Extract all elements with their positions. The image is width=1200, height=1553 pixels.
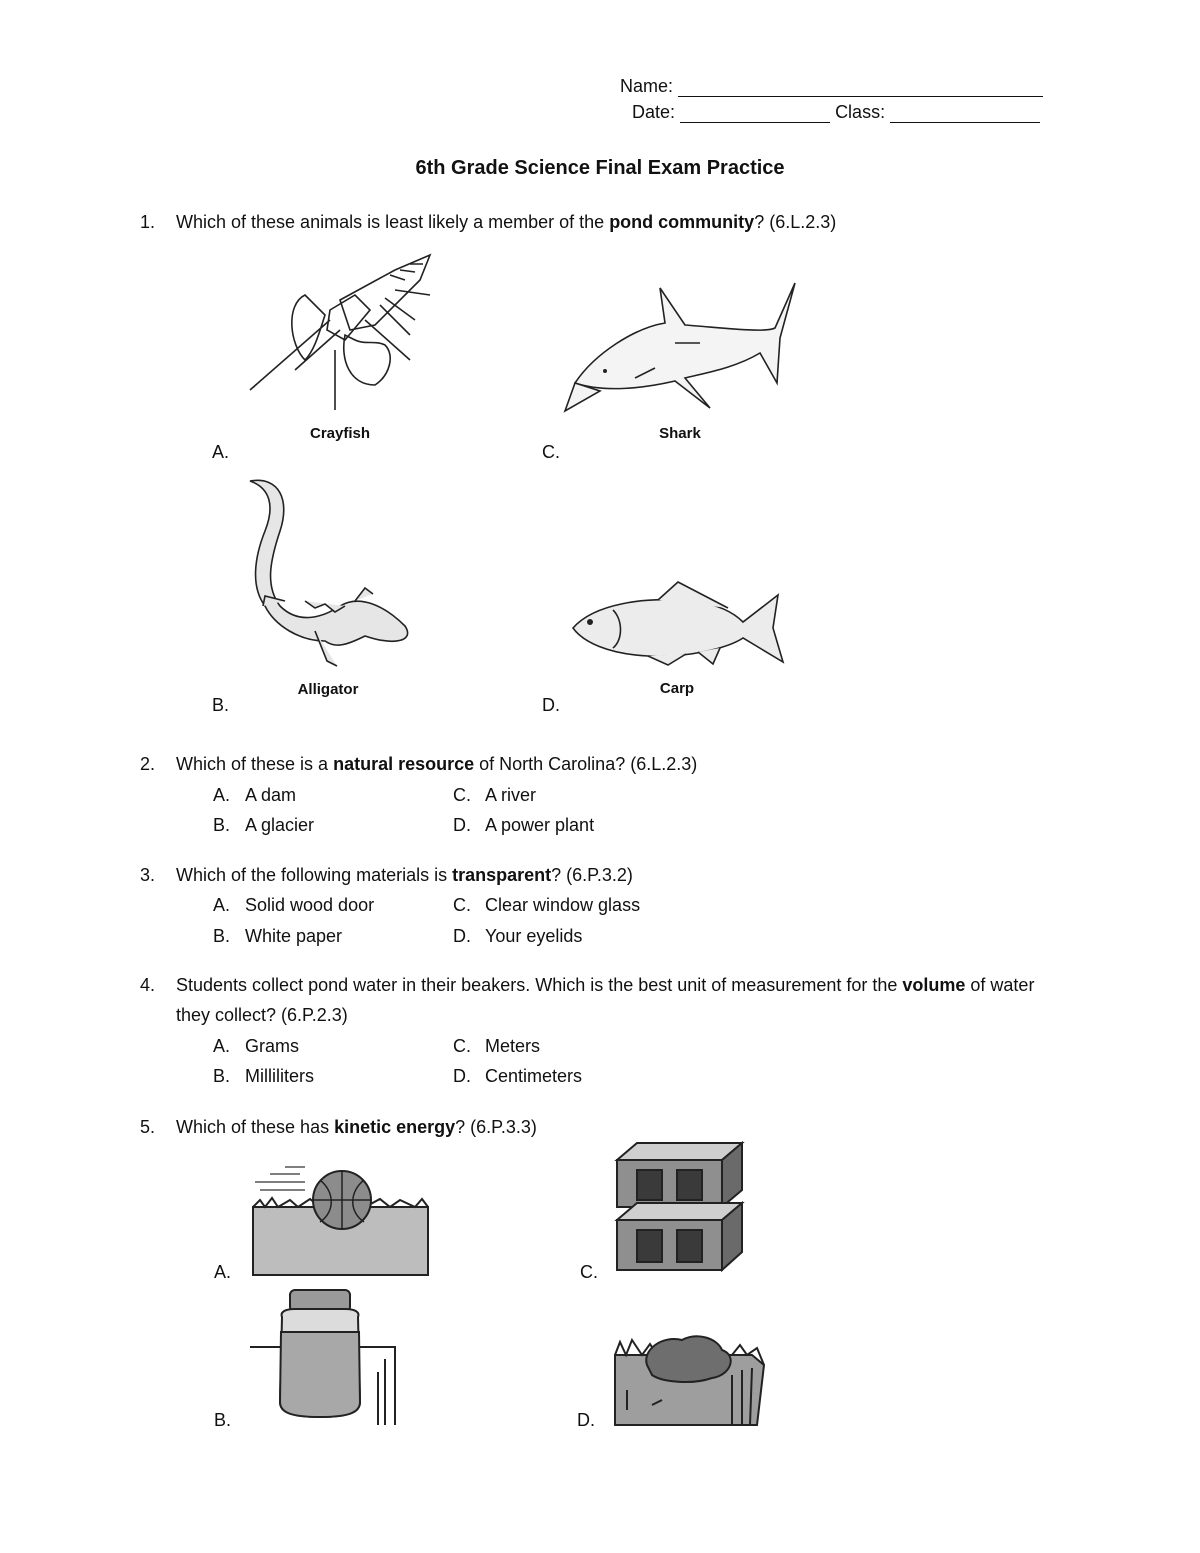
q4-option-d[interactable]: D. Centimeters [453,1066,583,1086]
q3-option-c[interactable]: C. Clear window glass [453,895,641,915]
jar-on-table-icon [250,1287,400,1427]
name-blank[interactable] [678,78,1043,97]
q5-option-c-letter[interactable]: C. [580,1262,598,1282]
option-c-letter[interactable]: C. [542,442,560,462]
question-text: Which of these animals is least likely a member of the pond community? (6.L.2.3) [176,212,837,232]
q5-option-b-letter[interactable]: B. [214,1410,232,1430]
name-field[interactable] [620,75,1043,97]
crayfish-icon [245,250,445,420]
alligator-icon [245,476,415,676]
question-number: 4. [140,975,156,995]
question-number: 2. [140,754,156,774]
class-label: Class: [835,102,886,122]
date-blank[interactable] [680,104,830,123]
question-text: Students collect pond water in their beakers. Which is the best unit of measurement for the volume of water they collect? (6.P.2.3) [176,975,1035,1025]
question-number: 1. [140,212,156,232]
option-b-letter[interactable]: B. [212,695,230,715]
q4-option-c[interactable]: C. Meters [453,1036,541,1056]
q3-option-b[interactable]: B. White paper [213,926,343,946]
q2-option-a[interactable]: A. A dam [213,785,297,805]
q5-option-a-letter[interactable]: A. [214,1262,232,1282]
date-class-row [632,101,1040,123]
q4-option-a[interactable]: A. Grams [213,1036,299,1056]
question-text: Which of the following materials is transparent? (6.P.3.2) [176,865,633,885]
q2-option-d[interactable]: D. A power plant [453,815,595,835]
q2-option-c[interactable]: C. A river [453,785,537,805]
rock-on-ground-icon [612,1330,772,1430]
option-d-letter[interactable]: D. [542,695,560,715]
alligator-label: Alligator [297,681,359,698]
date-label: Date: [632,102,676,122]
question-text: Which of these has kinetic energy? (6.P.3.3) [176,1117,537,1137]
carp-icon [568,580,788,670]
question-4 [140,974,1070,1026]
q3-option-d[interactable]: D. Your eyelids [453,926,583,946]
q4-option-b[interactable]: B. Milliliters [213,1066,314,1086]
rolling-ball-icon [250,1162,435,1277]
option-a-letter[interactable]: A. [212,442,230,462]
name-label: Name: [620,76,674,96]
question-number: 3. [140,865,156,885]
shark-label: Shark [659,425,701,442]
cinder-blocks-icon [612,1140,747,1275]
question-text: Which of these is a natural resource of North Carolina? (6.L.2.3) [176,754,698,774]
q2-option-b[interactable]: B. A glacier [213,815,315,835]
carp-label: Carp [659,680,695,697]
class-blank[interactable] [890,104,1040,123]
question-number: 5. [140,1117,156,1137]
q3-option-a[interactable]: A. Solid wood door [213,895,375,915]
shark-icon [565,283,805,418]
page-title: 6th Grade Science Final Exam Practice [415,157,785,179]
q5-option-d-letter[interactable]: D. [577,1410,595,1430]
crayfish-label: Crayfish [309,425,371,442]
